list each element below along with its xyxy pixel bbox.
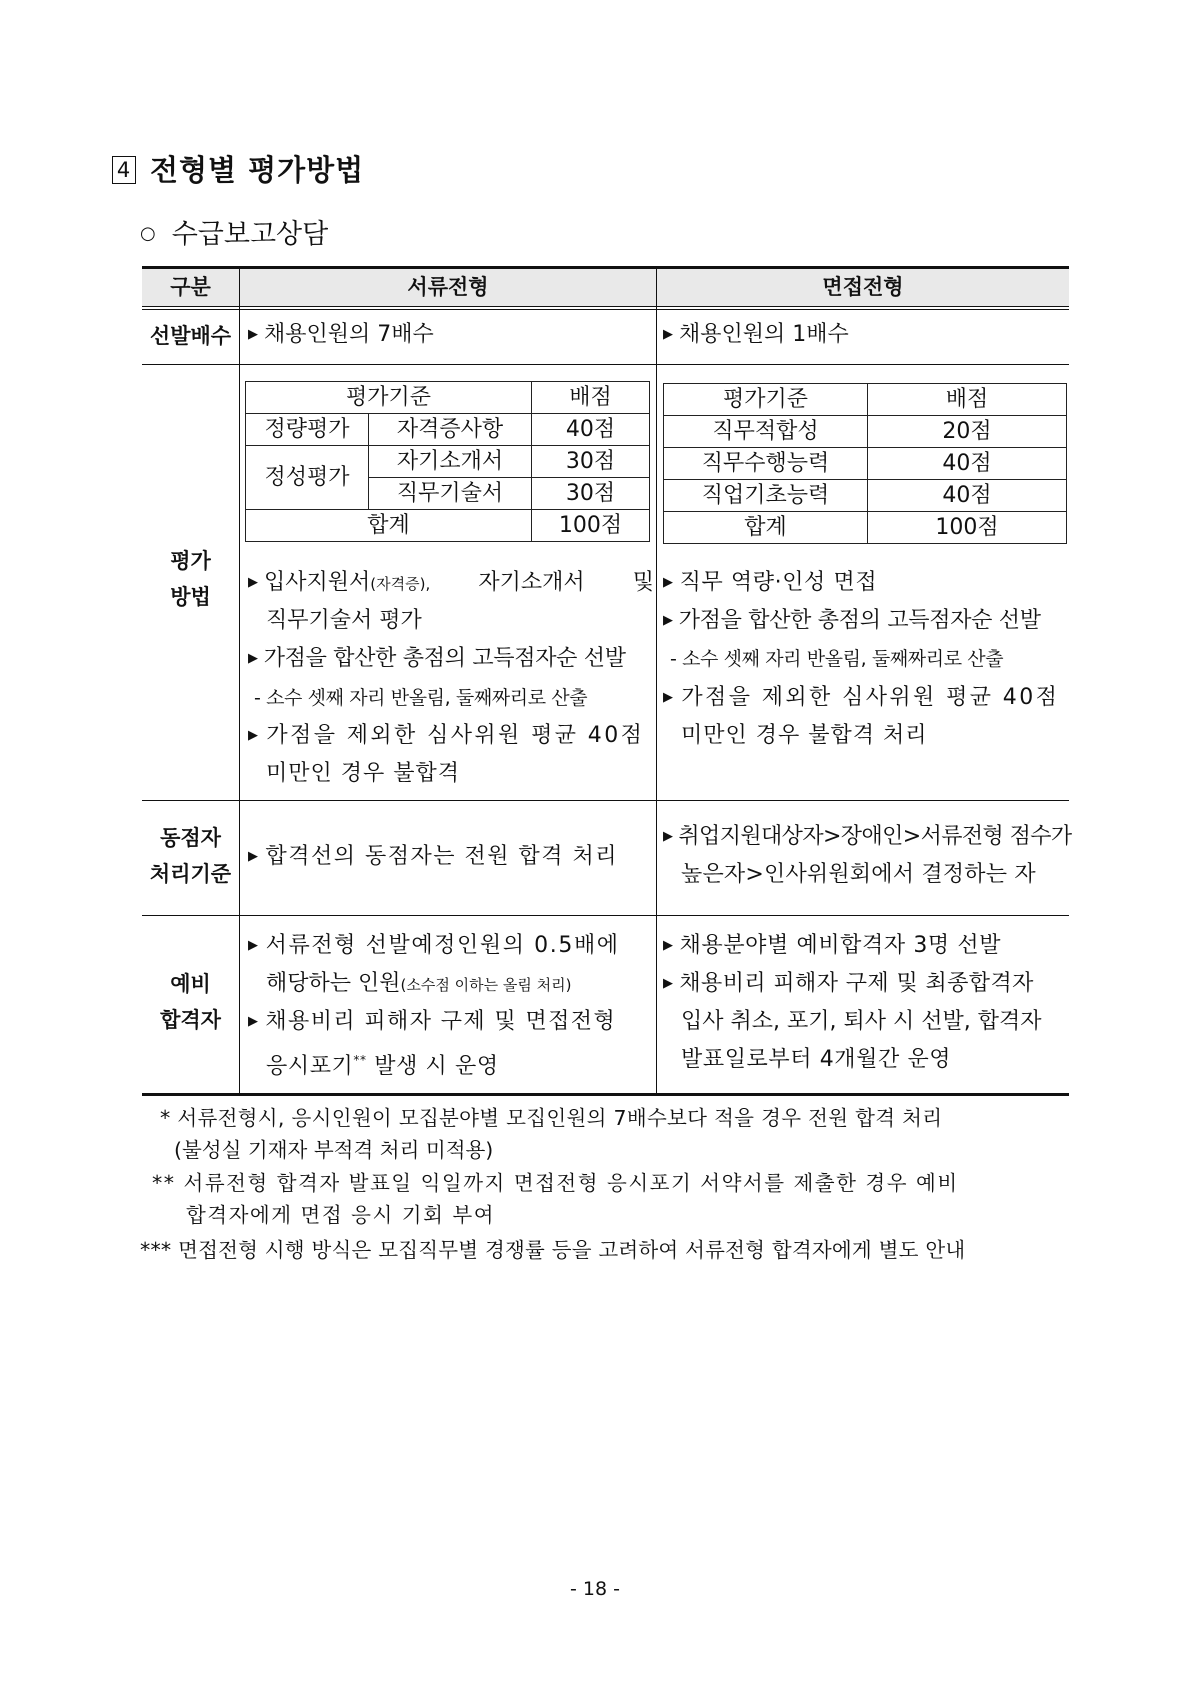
row-label-evaluation [142, 543, 239, 615]
eval-interview-line-1 [663, 564, 877, 602]
footnote-2: ** 서류전형 합격자 발표일 익일까지 면접전형 응시포기 서약서를 제출한 경우 예비 [152, 1171, 959, 1195]
grid-cell-job-description-score: 30점 [532, 478, 650, 510]
header-interview: 면접전형 [822, 275, 904, 299]
eval-interview-line-4-text: 가점을 제외한 심사위원 평균 40점 [681, 685, 1060, 710]
reserve-document-line-1-text: 서류전형 선발예정인원의 0.5배에 [265, 933, 620, 958]
text-segment: 입사지원서 [264, 570, 371, 595]
tie-document-text: 합격선의 동점자는 전원 합격 처리 [265, 844, 619, 869]
reserve-interview-line-2-text: 채용비리 피해자 구제 및 최종합격자 [679, 971, 1034, 996]
reserve-document-line-4-text: 응시포기 [266, 1054, 354, 1079]
triangle-bullet-icon: ▶ [248, 728, 261, 743]
triangle-bullet-icon: ▶ [248, 575, 258, 590]
eval-interview-line-3: - 소수 셋째 자리 반올림, 둘째짜리로 산출 [670, 648, 1004, 670]
header-document: 서류전형 [407, 275, 489, 299]
eval-interview-line-2-text: 가점을 합산한 총점의 고득점자순 선발 [678, 608, 1041, 633]
selection-document [248, 316, 434, 354]
triangle-bullet-icon: ▶ [663, 575, 674, 590]
row-label-reserve-line1: 예비 [170, 972, 211, 996]
eval-document-line-5 [248, 717, 644, 755]
subsection-title-text: 수급보고상담 [171, 219, 329, 250]
reserve-interview-line-3: 입사 취소, 포기, 퇴사 시 선발, 합격자 [681, 1009, 1042, 1034]
circle-bullet-icon: ○ [140, 223, 156, 244]
triangle-bullet-icon: ▶ [248, 651, 258, 666]
eval-document-line-1-a [248, 564, 430, 603]
eval-interview-line-4 [663, 679, 1059, 717]
header-category: 구분 [170, 275, 211, 299]
page-number: - 18 - [570, 1578, 620, 1600]
eval-interview-line-1-text: 직무 역량·인성 면접 [679, 570, 878, 595]
grid-header-criteria: 평가기준 [664, 384, 868, 416]
reserve-document-line-4-text-b: 발생 시 운영 [366, 1054, 499, 1079]
section-number: 4 [112, 156, 136, 184]
eval-document-line-1-c: 및 [632, 570, 654, 595]
eval-document-line-1-b: 자기소개서 [478, 570, 585, 595]
section-title [112, 148, 364, 189]
reserve-document-line-2-small: (소수점 이하는 올림 처리) [400, 976, 572, 994]
section-title-text: 전형별 평가방법 [150, 153, 365, 187]
reserve-interview-line-2 [663, 965, 1034, 1003]
reserve-document-line-4 [266, 1041, 499, 1086]
row-label-tie-line2: 처리기준 [149, 862, 232, 886]
document-score-grid [245, 381, 650, 542]
triangle-bullet-icon: ▶ [663, 829, 673, 844]
tie-interview-line-1-text: 취업지원대상자>장애인>서류전형 점수가 [678, 824, 1072, 849]
grid-cell-criteria: 직업기초능력 [664, 480, 868, 512]
triangle-bullet-icon: ▶ [248, 1014, 260, 1029]
grid-cell-score: 100점 [868, 512, 1067, 544]
reserve-interview-line-1 [663, 927, 1001, 965]
tie-interview-line-1 [663, 818, 1072, 856]
grid-cell-self-intro-score: 30점 [532, 446, 650, 478]
selection-interview-text: 채용인원의 1배수 [679, 322, 849, 347]
row-label-tie [142, 820, 239, 892]
reserve-document-line-3-text: 채용비리 피해자 구제 및 면접전형 [265, 1009, 617, 1034]
triangle-bullet-icon: ▶ [663, 938, 674, 953]
triangle-bullet-icon: ▶ [248, 938, 260, 953]
column-divider-1 [239, 268, 240, 1094]
footnote-3: *** 면접전형 시행 방식은 모집직무별 경쟁률 등을 고려하여 서류전형 합격자에게 별도 안내 [140, 1238, 966, 1262]
eval-document-line-4: - 소수 셋째 자리 반올림, 둘째짜리로 산출 [254, 687, 588, 709]
reserve-document-line-1 [248, 927, 620, 965]
grid-cell-total-score: 100점 [532, 510, 650, 542]
row-label-evaluation-line1: 평가 [170, 549, 211, 573]
reserve-interview-line-1-text: 채용분야별 예비합격자 3명 선발 [679, 933, 1002, 958]
eval-document-line-5-text: 가점을 제외한 심사위원 평균 40점 [266, 723, 645, 748]
grid-cell-score: 20점 [868, 416, 1067, 448]
row-label-reserve-line2: 합격자 [160, 1008, 221, 1032]
grid-cell-score: 40점 [868, 448, 1067, 480]
grid-cell-criteria: 직무적합성 [664, 416, 868, 448]
triangle-bullet-icon: ▶ [663, 690, 676, 705]
triangle-bullet-icon: ▶ [663, 613, 673, 628]
grid-cell-quantitative: 정량평가 [246, 414, 369, 446]
grid-header-score: 배점 [532, 382, 650, 414]
subsection-title [140, 212, 328, 251]
grid-cell-job-description: 직무기술서 [369, 478, 532, 510]
reserve-document-line-4-sup: ** [353, 1053, 367, 1067]
selection-interview [663, 316, 849, 354]
row-divider-2 [142, 800, 1069, 801]
grid-cell-total: 합계 [246, 510, 532, 542]
eval-interview-line-2 [663, 602, 1041, 640]
row-label-reserve [142, 966, 239, 1038]
grid-cell-criteria: 직무수행능력 [664, 448, 868, 480]
selection-document-text: 채용인원의 7배수 [264, 322, 434, 347]
grid-cell-qualitative: 정성평가 [246, 446, 369, 510]
row-label-selection: 선발배수 [149, 324, 232, 348]
eval-document-line-3-text: 가점을 합산한 총점의 고득점자순 선발 [263, 646, 626, 671]
footnote-1-continued: (불성실 기재자 부적격 처리 미적용) [174, 1138, 494, 1162]
eval-document-line-2: 직무기술서 평가 [266, 608, 422, 633]
reserve-document-line-2 [266, 965, 571, 1004]
tie-document [248, 838, 618, 876]
footnote-2-continued: 합격자에게 면접 응시 기회 부여 [186, 1203, 496, 1227]
triangle-bullet-icon: ▶ [663, 976, 674, 991]
eval-document-line-6: 미만인 경우 불합격 [266, 761, 461, 786]
reserve-document-line-3 [248, 1003, 616, 1041]
row-label-tie-line1: 동점자 [160, 826, 221, 850]
grid-cell-score: 40점 [868, 480, 1067, 512]
triangle-bullet-icon: ▶ [663, 327, 673, 342]
header-bottom-rule-2 [142, 309, 1069, 310]
grid-header-criteria: 평가기준 [246, 382, 532, 414]
table-bottom-rule [142, 1093, 1069, 1096]
grid-cell-self-intro: 자기소개서 [369, 446, 532, 478]
triangle-bullet-icon: ▶ [248, 327, 258, 342]
reserve-interview-line-4: 발표일로부터 4개월간 운영 [681, 1047, 952, 1072]
reserve-document-line-2-text: 해당하는 인원 [266, 971, 401, 996]
footnote-1: * 서류전형시, 응시인원이 모집분야별 모집인원의 7배수보다 적을 경우 전원 합격 처리 [160, 1106, 943, 1130]
eval-document-line-1 [248, 564, 654, 603]
triangle-bullet-icon: ▶ [248, 849, 260, 864]
grid-header-score: 배점 [868, 384, 1067, 416]
grid-cell-certificate-score: 40점 [532, 414, 650, 446]
tie-interview-line-2: 높은자>인사위원회에서 결정하는 자 [681, 862, 1036, 887]
interview-score-grid [663, 383, 1067, 544]
row-divider-1 [142, 364, 1069, 365]
grid-cell-certificate: 자격증사항 [369, 414, 532, 446]
column-divider-2 [656, 268, 657, 1094]
header-bottom-rule [142, 306, 1069, 307]
row-label-evaluation-line2: 방법 [170, 585, 211, 609]
eval-document-line-3 [248, 640, 626, 678]
eval-interview-line-5: 미만인 경우 불합격 처리 [681, 723, 928, 748]
row-divider-3 [142, 915, 1069, 916]
text-segment-small: (자격증), [370, 575, 431, 593]
grid-cell-criteria: 합계 [664, 512, 868, 544]
